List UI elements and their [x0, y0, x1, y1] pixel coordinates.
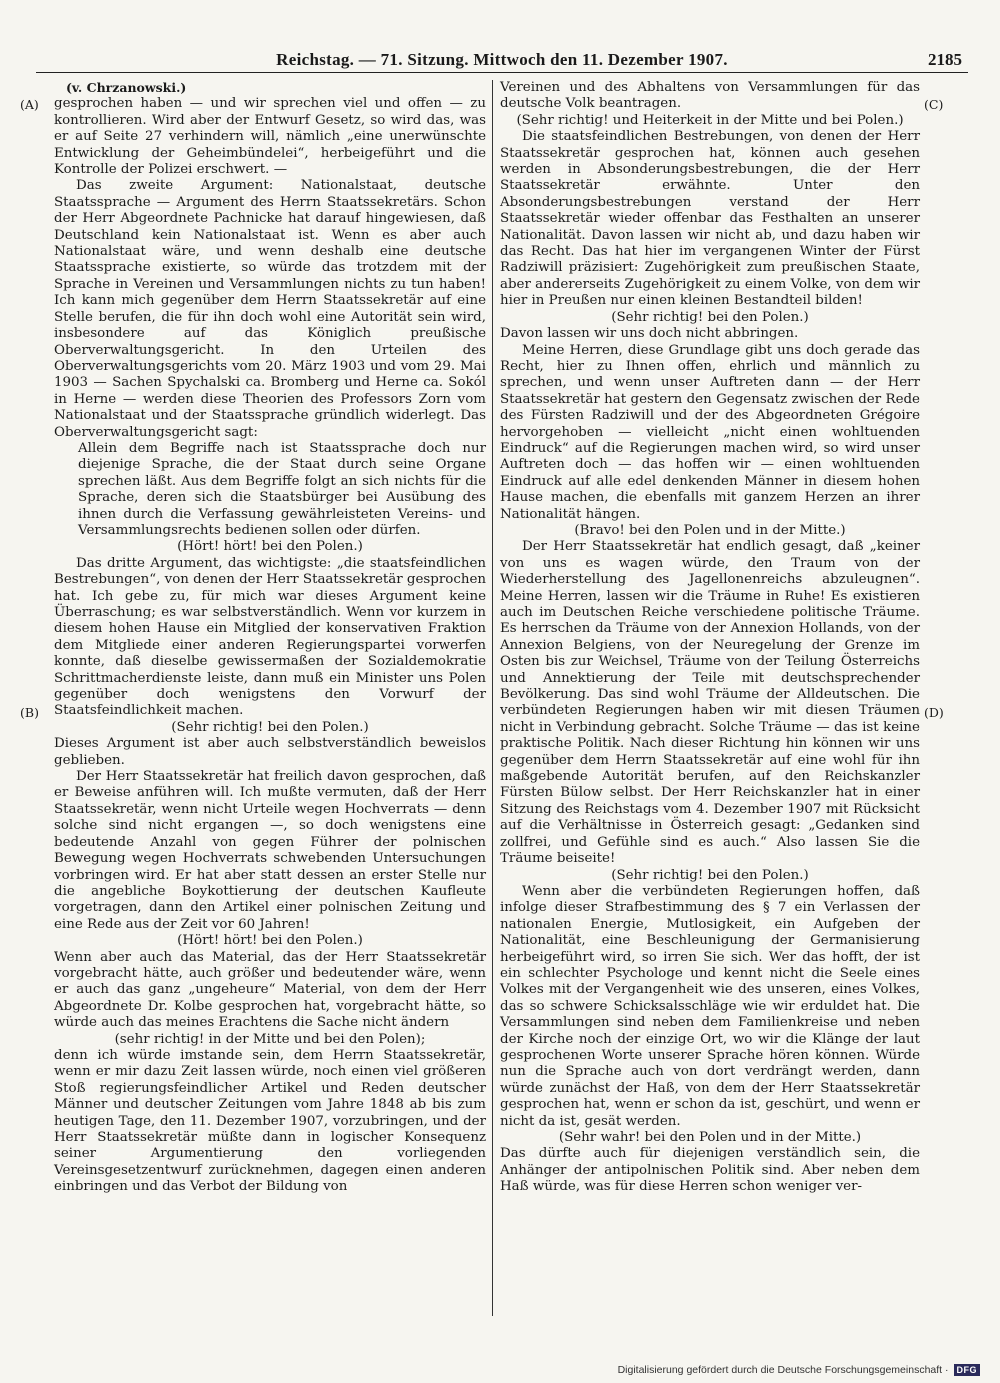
page-number: 2185 — [928, 50, 962, 69]
footer-text: Digitalisierung gefördert durch die Deutsche Forschungsgemeinschaft · — [617, 1364, 949, 1376]
margin-marker-c: (C) — [924, 97, 944, 112]
paragraph: gesprochen haben — und wir sprechen viel und offen — zu kontrollieren. Wird aber der Entwurf Gesetz, so wird das, was er auf Seite 27 verhindern will, nämlich „eine unerwünschte Entwicklung der Geheimbündelei“, herbeigeführt und die Kontrolle der Polizei erschwert. — — [54, 96, 486, 178]
interjection: (Bravo! bei den Polen und in der Mitte.) — [574, 522, 846, 538]
interjection: (Hört! hört! bei den Polen.) — [177, 539, 363, 555]
interjection: (Sehr richtig! bei den Polen.) — [171, 719, 369, 735]
paragraph: Der Herr Staatssekretär hat endlich gesagt, daß „keiner von uns es wagen würde, den Traum von der Wiederherstellung des Jagellonenreichs abzuleugnen“. Meine Herren, lassen wir die Träume in Ruhe! Es existieren auch im Deutschen Reiche verschiedene politische Träume. Es herrschen da Träume von der Annexion Hollands, von der Annexion Belgiens, von der Neuregelung der Grenze im Osten bis zur Weichsel, Träume von der Teilung Österreichs und Annektierung der Teile mit deutschsprechender Bevölkerung. Das sind wohl Träume der Alldeutschen. Die verbündeten Regierungen haben wir mit diesen Träumen nicht in Verbindung gebracht. Solche Träume — das ist keine praktische Politik. Nach dieser Richtung hin können wir uns gegenüber dem Herrn Staatssekretär auf eine wohl für ihn maßgebende Autorität berufen, auf den Reichskanzler Fürsten Bülow selbst. Der Herr Reichskanzler hat in einer Sitzung des Reichstags vom 4. Dezember 1907 mit Rücksicht auf die Verhältnisse in Österreich gesagt: „Gedanken sind zollfrei, und Gefühle sind es auch.“ Also lassen Sie die Träume beiseite! — [500, 539, 920, 867]
interjection: (Sehr richtig! und Heiterkeit in der Mitte und bei Polen.) — [516, 112, 904, 128]
paragraph: Der Herr Staatssekretär hat freilich davon gesprochen, daß er Beweise anführen will. Ich mußte vermuten, daß der Herr Staatssekretär, wenn nicht Urteile wegen Hochverrats — denn solche sind nicht ergangen —, so doch wenigstens eine bedeutende Anzahl von gegen Führer der polnischen Bewegung wegen Hochverrats schwebenden Untersuchungen vorbringen wird. Er hat aber statt dessen an erster Stelle nur die angebliche Boykottierung der deutschen Kaufleute vorgetragen, dann den Artikel einer polnischen Zeitung und eine Rede aus der Zeit vor 60 Jahren! — [54, 769, 486, 932]
interjection: (Sehr richtig! bei den Polen.) — [611, 867, 809, 883]
paragraph: Meine Herren, diese Grundlage gibt uns doch gerade das Recht, hier zu Ihnen offen, ehrlich und männlich zu sprechen, und wenn unser Auftreten dann — der Herr Staatssekretär hat gestern den Gegensatz zwischen der Rede des Fürsten Radziwill und der des Abgeordneten Grégoire hervorgehoben — vielleicht „nicht einen wohltuenden Eindruck“ auf die Regierungen machen wird, so wird unser Auftreten doch — das hoffen wir — einen wohltuenden Eindruck auf alle edel denkenden Männer in diesem hohen Hause machen, die ebenfalls mit ganzem Herzen an ihrer Nationalität hängen. — [500, 342, 920, 522]
interjection: (sehr richtig! in der Mitte und bei den Polen); — [114, 1031, 426, 1047]
paragraph: Das zweite Argument: Nationalstaat, deutsche Staatssprache — Argument des Herrn Staatssekretärs. Schon der Herr Abgeordnete Pachnicke hat darauf hingewiesen, daß Deutschland kein Nationalstaat ist. Wenn es aber auch Nationalstaat wäre, und wenn deshalb eine deutsche Staatssprache existierte, so würde das trotzdem mit der Sprache in Vereinen und Versammlungen nichts zu tun haben! Ich kann mich gegenüber dem Herrn Staatssekretär auf eine Stelle berufen, die für ihn doch wohl eine Autorität sein wird, insbesondere auf das Königlich preußische Oberverwaltungsgericht. In den Urteilen des Oberverwaltungsgerichts vom 20. März 1903 und vom 29. Mai 1903 — Sachen Spychalski ca. Bromberg und Herne ca. Sokól in Herne — werden diese Theorien des Professors Zorn vom Nationalstaat und der Staatssprache gründlich widerlegt. Das Oberverwaltungsgericht sagt: — [54, 178, 486, 440]
paragraph: Davon lassen wir uns doch nicht abbringen. — [500, 326, 799, 342]
interjection: (Sehr richtig! bei den Polen.) — [611, 309, 809, 325]
digitization-footer — [618, 1364, 980, 1376]
speaker-name: (v. Chrzanowski.) — [66, 80, 187, 95]
margin-marker-a: (A) — [20, 97, 39, 112]
paragraph: Das dürfte auch für diejenigen verständlich sein, die Anhänger der antipolnischen Politik sind. Aber neben dem Haß würde, was für diese Herren schon weniger ver- — [500, 1146, 920, 1195]
right-column — [500, 80, 920, 1196]
interjection: (Sehr wahr! bei den Polen und in der Mitte.) — [558, 1130, 862, 1145]
paragraph: Wenn aber die verbündeten Regierungen hoffen, daß infolge dieser Strafbestimmung des § 7 ein Verlassen der nationalen Energie, Mutlosigkeit, ein Aufgeben der Nationalität, eine Beschleunigung der Germanisierung herbeigeführt wird, so irren Sie sich. Wer das hofft, der ist ein schlechter Psychologe und kennt nicht die Seele eines Volkes mit der Vergangenheit wie des unseren, eines Volkes, das so schwere Schicksalsschläge wie wir erduldet hat. Die Versammlungen sind neben dem Familienkreise und neben der Kirche noch der einzige Ort, wo wir die Klänge der laut gesprochenen Worte unserer Sprache hören können. Würde nun die Sprache auch von dort verdrängt werden, dann würde zunächst der Haß, von dem der Herr Staatssekretär gesprochen hat, wenn er schon da ist, geschürt, und wenn er nicht da ist, gesät werden. — [500, 883, 920, 1129]
paragraph: denn ich würde imstande sein, dem Herrn Staatssekretär, wenn er mir dazu Zeit lassen würde, noch einen viel größeren Stoß regierungsfeindlicher Artikel und Reden deutscher Männer und deutscher Zeitungen vom Jahre 1848 ab bis zum heutigen Tage, den 11. Dezember 1907, vorzubringen, und der Herr Staatssekretär müßte dann in logischer Konsequenz seiner Argumentierung den vorliegenden Vereinsgesetzentwurf zurücknehmen, dagegen einen anderen einbringen und das Verbot der Bildung von — [54, 1047, 486, 1195]
paragraph: Dieses Argument ist aber auch selbstverständlich beweislos geblieben. — [54, 736, 486, 768]
column-divider — [492, 80, 493, 1316]
interjection: (Hört! hört! bei den Polen.) — [177, 933, 363, 949]
block-quote: Allein dem Begriffe nach ist Staatssprache doch nur diejenige Sprache, die der Staat durch seine Organe sprechen läßt. Aus dem Begriffe folgt an sich nichts für die Sprache, deren sich die Staatsbürger bei Ausübung des ihnen durch die Verfassung gewährleisteten Vereins- und Versammlungsrechts bedienen sollen oder dürfen. — [78, 440, 486, 538]
paragraph: Das dritte Argument, das wichtigste: „die staatsfeindlichen Bestrebungen“, von denen der Herr Staatssekretär gesprochen hat. Ich gebe zu, für mich war dieses Argument keine Überraschung; es war selbstverständlich. Wenn vor kurzem in diesem hohen Hause ein Mitglied der konservativen Fraktion dem Mitgliede einer anderen Regierungspartei vorwerfen konnte, daß dieselbe gewissermaßen der Sozialdemokratie Schrittmacherdienste leiste, dann muß ein Minister uns Polen gegenüber doch wenigstens den Vorwurf der Staatsfeindlichkeit machen. — [54, 555, 486, 719]
paragraph: Vereinen und des Abhaltens von Versammlungen für das deutsche Volk beantragen. — [500, 80, 920, 112]
margin-marker-b: (B) — [20, 705, 39, 720]
left-column — [54, 80, 486, 1196]
margin-marker-d: (D) — [924, 705, 944, 720]
paragraph: Die staatsfeindlichen Bestrebungen, von denen der Herr Staatssekretär gesprochen hat, können auch gesehen werden in Absonderungsbestrebungen, die der Herr Staatssekretär erwähnte. Unter den Absonderungsbestrebungen verstand der Herr Staatssekretär wieder offenbar das Festhalten an unserer Nationalität. Davon lassen wir nicht ab, und dazu haben wir das Recht. Das hat hier im vergangenen Winter der Fürst Radziwill präzisiert: Zugehörigkeit zum preußischen Staate, aber andererseits Zugehörigkeit zu einem Volke, von dem wir hier in Preußen nur einen kleinen Bestandteil bilden! — [500, 129, 920, 309]
dfg-logo-icon: DFG — [954, 1364, 981, 1376]
page-header — [36, 50, 968, 73]
page-title: Reichstag. — 71. Sitzung. Mittwoch den 11. Dezember 1907. — [276, 50, 728, 69]
paragraph: Wenn aber auch das Material, das der Herr Staatssekretär vorgebracht hätte, auch größer und bedeutender wäre, wenn er auch das ganz „ungeheure“ Material, von dem der Herr Abgeordnete Dr. Kolbe gesprochen hat, vorgebracht hätte, so würde auch das meines Erachtens die Sache nicht ändern — [54, 949, 486, 1031]
